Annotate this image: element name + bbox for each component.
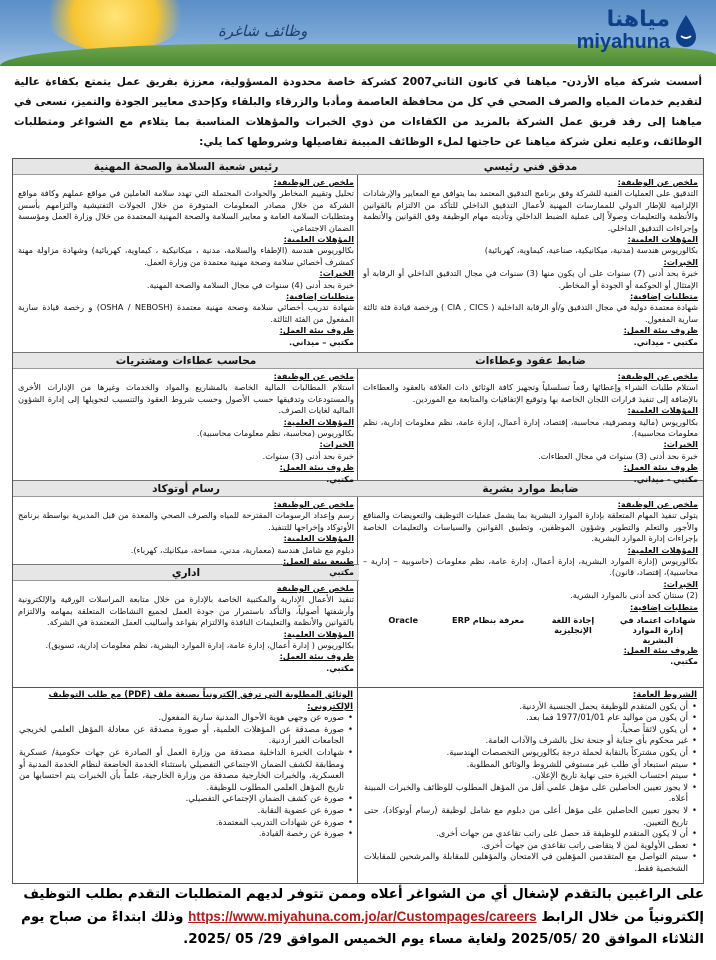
job-title: رسام أوتوكاد (13, 481, 359, 497)
experience-label: الخبرات: (663, 578, 698, 589)
work-environment-label: طبيعة بيئة العمل: (283, 556, 354, 567)
list-item: • سيتم استبعاد أي طلب غير مستوفي للشروط والوثائق المطلوبة. (364, 759, 697, 771)
work-environment-text: مكتبي. (326, 662, 354, 673)
job-card-contracts-officer (358, 353, 703, 484)
list-item: • صورة عن شهادات التدريب المعتمدة. (19, 817, 353, 829)
summary-text: تنفيذ الأعمال الإدارية والمكتبية الخاصة بالإدارة من خلال متابعة المراسلات الورقية والإلكترونية وأرشفتها أصولياً، والتأكد باستمرار من جودة العمل لجميع النشاطات المتعلقة بمهامه والالتزام بالقوانين والأنظمة والتعليمات النافذة والالتزام بقواعد وأساليب العمل المعتمدة في الشركة. (18, 594, 354, 628)
job-card-main-technical-auditor (358, 159, 703, 353)
qualification-text: دبلوم مع شامل هندسة (معمارية، مدني، مساحة، ميكانيك، كهرباء). (130, 544, 354, 555)
summary-label: ملخص عن الوظيفة: (617, 177, 698, 187)
job-card-safety-section-head (13, 159, 359, 353)
experience-text: خبرة بحد أدنى (3) سنوات. (262, 450, 354, 461)
requirement-item: Oracle (388, 615, 419, 626)
intro-paragraph: أسست شركة مياه الأردن- مياهنا في كانون الثاني2007 كشركة خاصة محدودة المسؤولية، معززة بفريق عمل يتمتع بكفاءة عالية لتقديم خدمات المياه والصرف الصحي في كل من محافظة العاصمة ومأدبا والزرقاء والبلقاء وكإحدى معايير الجودة والتميز، نسعى في مياهنا إلى رفد فريق عمل الشركة بالمزيد من الكفاءات من ذوي الخبرات والمؤهلات المناسبة بما يتلاءم مع الشواغر ومتطلبات الوظائف، وعليه تعلن شركة مياهنا عن حاجتها لملء الوظائف المبينة تفاصيلها وشروطها كما يلي: (14, 76, 702, 148)
conditions-section (12, 686, 704, 884)
extra-requirements-list (363, 615, 698, 645)
jobs-column-left (13, 159, 359, 687)
qualification-label: المؤهلات العلمية: (283, 628, 354, 639)
job-title: رئيس شعبة السلامة والصحة المهنية (13, 159, 359, 175)
experience-label: الخبرات: (319, 439, 354, 450)
list-item: • لا يجوز تعيين الحاصلين على مؤهل علمي أقل من المؤهل المطلوب للوظائف والخبرات المبينة أعلاه. (364, 782, 697, 805)
summary-text: استلام المطالبات المالية الخاصة بالمشاريع والمواد والخدمات وغيرها من الإدارات الأخرى والمستودعات وتدقيقها حسب الأصول وحسب شروط العقود والتنسيب لتحويلها إلى إدارة الشؤون المالية لغايات الصرف. (18, 382, 354, 416)
summary-label: ملخص عن الوظيفة: (273, 177, 354, 187)
summary-text: يتولى تنفيذ المهام المتعلقة بإدارة الموارد البشرية بما يشمل عمليات التوظيف والتعويضات والمنافع والأجور والتعلم والتطوير وشؤون الموظفين، وتطبيق القوانين والسياسات والتعليمات الخاصة بإجراءات إدارة الموارد البشرية. (363, 510, 698, 544)
job-title: ضابط عقود وعطاءات (358, 353, 703, 369)
list-item: • صورة مصدقة عن المؤهلات العلمية، أو صورة مصدقة عن معادلة المؤهل العلمي لخريجي الجامعات الغير أردنية. (19, 724, 353, 747)
list-item: • تعطى الأولوية لمن لا يتقاضى راتب تقاعدي من جهات أخرى. (364, 840, 697, 852)
qualification-label: المؤهلات العلمية: (627, 544, 698, 555)
list-item: • صورة عن رخصة القيادة. (19, 828, 353, 840)
work-environment-text: مكتبي - ميداني. (633, 336, 698, 347)
experience-text: خبرة بحد أدنى (4) سنوات في مجال السلامة والصحة المهنية. (146, 279, 354, 290)
work-environment-label: ظروف بيئة العمل: (279, 462, 354, 473)
list-item: • غير محكوم بأي جناية أو جنحة تخل بالشرف والآداب العامة. (364, 735, 697, 747)
qualification-text: بكالوريوس (محاسبة، نظم معلومات محاسبية). (196, 428, 354, 439)
extra-requirements-text: شهادة معتمدة دولية في مجال التدقيق و/أو الرقابة الداخلية ( CIA , CICS ) ورخصة قيادة فئة ثالثة سارية المفعول. (363, 302, 698, 324)
list-item: • سيتم احتساب الخبرة حتى نهاية تاريخ الإعلان. (364, 770, 697, 782)
list-item: • أن يكون المتقدم للوظيفة يحمل الجنسية الأردنية. (364, 701, 697, 713)
extra-requirements-text: شهادة تدريب أخصائي سلامة وصحة مهنية معتمدة (OSHA / NEBOSH) و رخصة قيادة سارية المفعول من الفئة الثالثة. (18, 302, 355, 324)
logo-arabic-text: مياهنا (606, 7, 670, 32)
jobs-grid (12, 158, 704, 688)
required-documents-list (19, 712, 353, 840)
list-item: • أن لا يكون المتقدم للوظيفة قد حصل على راتب تقاعدي من جهات أخرى. (364, 828, 697, 840)
summary-label: ملخص عن الوظيفة: (273, 371, 354, 381)
qualification-label: المؤهلات العلمية: (283, 416, 354, 427)
work-environment-text: مكتبي – ميداني. (288, 336, 354, 347)
summary-text: رسم وإعداد الرسومات المقترحة للمياه والصرف الصحي والمعدة من قبل المديرية بواسطة برنامج الأوتوكاد وإخراجها للتنفيذ. (18, 510, 354, 532)
list-item: • أن يكون لائقاً صحياً. (364, 724, 697, 736)
job-title: محاسب عطاءات ومشتريات (13, 353, 359, 369)
qualification-label: المؤهلات العلمية: (283, 533, 354, 544)
careers-link[interactable]: https://www.miyahuna.com.jo/ar/Custompages/careers (188, 909, 537, 924)
banner-tagline: وظائف شاغرة (218, 22, 308, 40)
jobs-column-right (357, 159, 703, 687)
qualification-text: بكالوريوس (مالية ومصرفية، محاسبة، إقتصاد، إدارة أعمال، إدارة عامة، نظم معلومات إدارية، نظم معلومات محاسبية). (363, 416, 698, 439)
work-environment-label: ظروف بيئة العمل: (623, 462, 698, 473)
list-item: • صورة عن كشف الضمان الإجتماعي التفصيلي. (19, 793, 353, 805)
work-environment-text: مكتبي - ميداني. (633, 473, 698, 484)
list-item: • صورة عن عضوية النقابة. (19, 805, 353, 817)
water-drop-icon (674, 14, 698, 48)
job-card-administrative (13, 565, 359, 687)
required-documents (13, 686, 359, 883)
experience-label: الخبرات: (319, 268, 354, 279)
qualification-text: بكالوريوس ( إدارة أعمال، إدارة عامة، إدارة الموارد البشرية، نظم معلومات إدارية، تسويق). (45, 640, 354, 651)
work-environment-label: ظروف بيئة العمل: (623, 645, 698, 656)
qualification-text: بكالوريوس هندسة (الإطفاء والسلامة، مدنية ، ميكانيكية ، كيماوية، كهربائية) وشهادة مزاولة مهنة كمشرف أخصائي سلامة وصحة مهنية معتمدة من وزارة العمل. (18, 245, 354, 267)
job-card-hr-officer (358, 481, 703, 687)
experience-text: (2) سنتان كحد أدنى بالموارد البشرية. (570, 590, 698, 601)
general-conditions-list (364, 701, 697, 875)
requirement-item: معرفة بنظام ERP (451, 615, 525, 626)
work-environment-label: ظروف بيئة العمل: (623, 325, 698, 336)
experience-text: خبرة بحد أدنى (7) سنوات على أن يكون منها (3) سنوات في مجال التدقيق الداخلي أو الرقابة أو الإمتثال أو الحوكمة أو الجودة أو المخاطر. (363, 268, 699, 290)
summary-text: استلام طلبات الشراء وإعطائها رقماً تسلسلياً وتجهيز كافة الوثائق ذات العلاقة بالعقود والعطاءات بالإضافة إلى تنفيذ قرارات اللجان الخاصة بها وتوقيع الإتفاقيات والمتابعة مع الموردين. (363, 382, 698, 404)
summary-label: ملخص عن الوظيفة: (617, 371, 698, 381)
extra-requirements-label: متطلبات إضافية: (630, 291, 698, 302)
list-item: • صوره عن وجهي هوية الأحوال المدنية سارية المفعول. (19, 712, 353, 724)
general-conditions (357, 686, 703, 883)
summary-text: تحليل وتقييم المخاطر والحوادث المحتملة التي تهدد سلامة العاملين في مواقع عملهم وكافة مواقع الشركة من خلال مصادر المعلومات المتوفرة من خلال الجولات التفتيشية والتزامهم بأسس ومتطلبات السلامة العامة و معايير السلامة والصحة المهنية المعتمدة من خلال وزارة العمل ومؤسسة الضمان الاجتماعي. (18, 188, 354, 233)
qualification-text: بكالوريوس (إدارة الموارد البشرية، إدارة أعمال، إدارة عامة، نظم معلومات (حاسوبية – إدارية – محاسبية)، إقتصاد، قانون). (363, 556, 698, 578)
experience-text: خبرة بحد أدنى (3) سنوات في مجال العطاءات. (538, 450, 698, 461)
summary-label: ملخص عن الوظيفة (276, 583, 354, 593)
miyahuna-logo (488, 8, 698, 58)
job-title: ضابط موارد بشرية (358, 481, 703, 497)
list-item: • لا يجوز تعيين الحاصلين على مؤهل أعلى من دبلوم مع شامل لوظيفة (رسام أوتوكاد)، حتى تاريخ التعيين. (364, 805, 697, 828)
list-item: • سيتم التواصل مع المتقدمين المؤهلين في الامتحان والمؤهلين للمقابلة والمرشحين للمقابلات الشخصية فقط. (364, 851, 697, 874)
required-documents-title: الوثائق المطلوبة التي ترفق إلكترونياً بصيغة ملف (PDF) مع طلب التوظيف الإلكتروني: (48, 689, 353, 711)
experience-label: الخبرات: (663, 256, 698, 267)
work-environment-text: مكتبي. (670, 656, 698, 667)
work-environment-label: ظروف بيئة العمل: (279, 325, 354, 336)
list-item: • شهادات الخبرة الداخلية مصدقة من وزارة العمل أو الصادرة عن جهات حكومية/ عسكرية ومطابقة لكشف الضمان الاجتماعي التفصيلي باستثناء الخدمة الخاضعة لنظام الخدمة المدنية أو العسكرية، والخبرات الخارجية مصدقة من وزارة الخارجية، علماً بأن الخبرات يتم احتسابها من تاريخ المؤهل العلمي المطلوب للوظيفة. (19, 747, 353, 793)
general-conditions-title: الشروط العامة: (632, 689, 697, 699)
requirement-item: إجادة اللغة الإنجليزية (551, 615, 595, 636)
job-title: اداري (13, 565, 359, 581)
job-title: مدقق فني رئيسي (358, 159, 703, 175)
footer-text-line1: على الراغبين بالتقدم لإشغال أي من الشواغر أعلاه وممن تتوفر لديهم المتطلبات التقدم بطلب التوظيف إلكترونياً من خلال الرابط (23, 887, 704, 925)
header-banner (0, 0, 716, 66)
requirement-item: شهادات اعتماد في إدارة الموارد البشرية (619, 615, 696, 646)
extra-requirements-label: متطلبات إضافية: (286, 291, 354, 302)
work-environment-text: مكتبي. (326, 473, 354, 484)
list-item: • أن يكون من مواليد عام 1977/01/01 فما بعد. (364, 712, 697, 724)
qualification-text: بكالوريوس هندسة (مدنية، ميكانيكية، صناعية، كيماوية، كهربائية) (484, 245, 698, 256)
qualification-label: المؤهلات العلمية: (627, 234, 698, 245)
work-environment-label: ظروف بيئة العمل: (279, 651, 354, 662)
summary-label: ملخص عن الوظيفة: (273, 499, 354, 509)
qualification-label: المؤهلات العلمية: (627, 405, 698, 416)
list-item: • أن يكون مشتركاً بالنقابة لحملة درجة بكالوريوس التخصصات الهندسية. (364, 747, 697, 759)
summary-label: ملخص عن الوظيفة: (617, 499, 698, 509)
footer-text-line2: وذلك ابتداءً من صباح يوم الثلاثاء الموافق 20 /2025/05 ولغاية مساء يوم الخميس الموافق 29/ 05 /2025. (21, 910, 704, 947)
job-card-procurement-accountant (13, 353, 359, 484)
experience-label: الخبرات: (663, 439, 698, 450)
summary-text: التدقيق على العمليات الفنية للشركة وفق برنامج التدقيق المعتمد بما يتوافق مع المعايير والإرشادات الإلزامية للإطار الدولي للممارسات المهنية لأعمال التدقيق الداخلي للتأكد من الالتزام بالقوانين والأنظمة والتعليمات وصولاً إلى عملية الضبط الداخلي وتأديته مهام الوظيفة وفق القوانين والأنظمة وإجراءات التدقيق الداخلي. (363, 188, 698, 233)
logo-english-text: miyahuna (576, 31, 670, 53)
extra-requirements-label: متطلبات إضافية: (630, 601, 698, 612)
work-environment-text: مكتبي (329, 567, 354, 578)
application-instructions (12, 884, 704, 956)
qualification-label: المؤهلات العلمية: (283, 234, 354, 245)
